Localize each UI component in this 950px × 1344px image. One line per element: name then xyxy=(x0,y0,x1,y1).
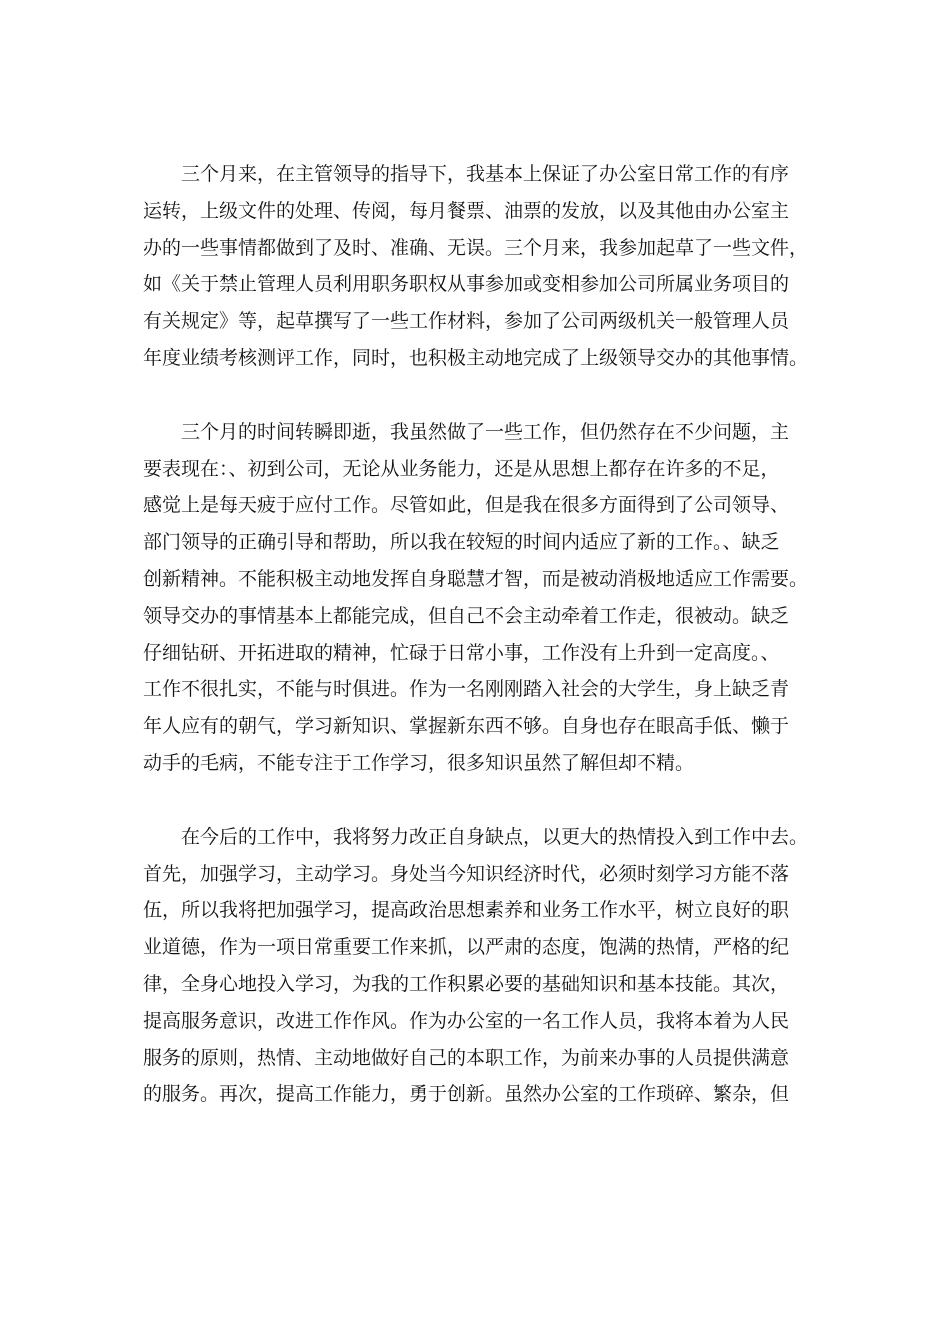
paragraph-line: 三个月的时间转瞬即逝，我虽然做了一些工作，但仍然存在不少问题，主 xyxy=(181,420,790,443)
paragraph-line: 如《关于禁止管理人员利用职务职权从事参加或变相参加公司所属业务项目的 xyxy=(143,273,790,296)
document-body xyxy=(143,156,811,1150)
paragraph-line: 提高服务意识，改进工作作风。作为办公室的一名工作人员，我将本着为人民 xyxy=(143,1009,790,1032)
paragraph-line: 律，全身心地投入学习，为我的工作积累必要的基础知识和基本技能。其次， xyxy=(143,972,790,995)
paragraph-line: 领导交办的事情基本上都能完成，但自己不会主动牵着工作走，很被动。缺乏 xyxy=(143,604,790,627)
paragraph-line: 工作不很扎实，不能与时俱进。作为一名刚刚踏入社会的大学生，身上缺乏青 xyxy=(143,678,790,701)
paragraph-line: 要表现在：、初到公司，无论从业务能力，还是从思想上都存在许多的不足， xyxy=(143,457,780,480)
paragraph-line: 年度业绩考核测评工作，同时，也积极主动地完成了上级领导交办的其他事情。 xyxy=(143,346,809,369)
paragraph-line: 有关规定》等，起草撰写了一些工作材料，参加了公司两级机关一般管理人员 xyxy=(143,310,790,333)
paragraph-line: 年人应有的朝气，学习新知识、掌握新东西不够。自身也存在眼高手低、懒于 xyxy=(143,715,790,738)
paragraph-line: 部门领导的正确引导和帮助，所以我在较短的时间内适应了新的工作。、缺乏 xyxy=(143,531,780,554)
paragraph-line: 首先，加强学习，主动学习。身处当今知识经济时代，必须时刻学习方能不落 xyxy=(143,862,790,885)
paragraph-line: 服务的原则，热情、主动地做好自己的本职工作，为前来办事的人员提供满意 xyxy=(143,1046,790,1069)
paragraph-line: 仔细钻研、开拓进取的精神，忙碌于日常小事，工作没有上升到一定高度。、 xyxy=(143,641,780,664)
paragraph-1 xyxy=(143,156,811,377)
paragraph-line: 在今后的工作中，我将努力改正自身缺点，以更大的热情投入到工作中去。 xyxy=(181,825,809,848)
paragraph-line: 的服务。再次，提高工作能力，勇于创新。虽然办公室的工作琐碎、繁杂，但 xyxy=(143,1083,790,1106)
paragraph-line: 动手的毛病，不能专注于工作学习，很多知识虽然了解但却不精。 xyxy=(143,751,695,774)
paragraph-line: 运转，上级文件的处理、传阅，每月餐票、油票的发放，以及其他由办公室主 xyxy=(143,199,790,222)
paragraph-line: 感觉上是每天疲于应付工作。尽管如此，但是我在很多方面得到了公司领导、 xyxy=(143,494,790,517)
paragraph-line: 创新精神。不能积极主动地发挥自身聪慧才智，而是被动消极地适应工作需要。 xyxy=(143,567,809,590)
paragraph-line: 三个月来，在主管领导的指导下，我基本上保证了办公室日常工作的有序 xyxy=(181,163,790,185)
paragraph-line: 办的一些事情都做到了及时、准确、无误。三个月来，我参加起草了一些文件， xyxy=(143,236,809,259)
paragraph-line: 业道德，作为一项日常重要工作来抓，以严肃的态度，饱满的热情，严格的纪 xyxy=(143,936,790,959)
paragraph-3 xyxy=(143,819,811,1113)
paragraph-line: 伍，所以我将把加强学习，提高政治思想素养和业务工作水平，树立良好的职 xyxy=(143,899,790,922)
paragraph-2 xyxy=(143,414,811,782)
